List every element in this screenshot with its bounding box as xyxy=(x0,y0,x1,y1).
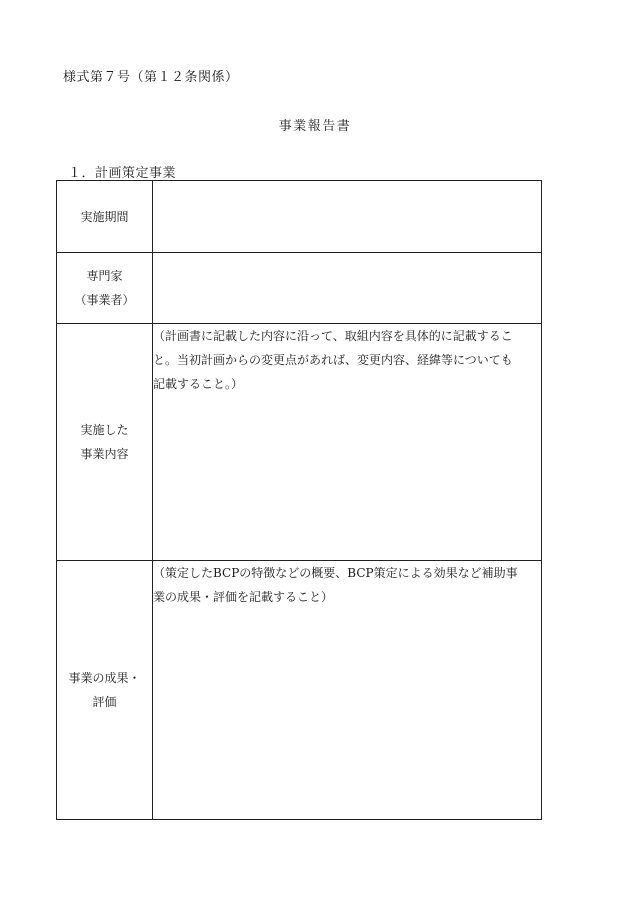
results-field[interactable] xyxy=(153,561,542,820)
expert-field[interactable] xyxy=(153,253,542,324)
label-content-line-2: 事業内容 xyxy=(80,447,129,461)
content-note-line-1: （計画書に記載した内容に沿って、取組内容を具体的に記載するこ xyxy=(153,329,513,343)
results-note-line-2: 業の成果・評価を記載すること） xyxy=(153,590,334,604)
table-row-period xyxy=(57,181,542,253)
content-note-line-3: 記載すること。） xyxy=(153,377,244,391)
label-results-line-2: 評価 xyxy=(92,695,117,709)
content-field[interactable] xyxy=(153,324,542,561)
table-row-content xyxy=(57,324,542,561)
label-results-line-1: 事業の成果・ xyxy=(68,671,141,685)
content-note-line-2: と。当初計画からの変更点があれば、変更内容、経緯等についても xyxy=(153,353,513,367)
table-row-results xyxy=(57,561,542,820)
report-table xyxy=(56,180,542,820)
label-content xyxy=(57,324,153,561)
period-field[interactable] xyxy=(153,181,542,253)
label-results xyxy=(57,561,153,820)
results-note-line-1: （策定したBCPの特徴などの概要、BCP策定による効果など補助事 xyxy=(153,566,518,580)
form-number: 様式第７号（第１２条関係） xyxy=(63,70,239,85)
label-expert-line-1: 専門家 xyxy=(86,269,123,283)
label-content-line-1: 実施した xyxy=(80,423,129,437)
document-title: 事業報告書 xyxy=(278,119,352,134)
table-row-expert xyxy=(57,253,542,324)
label-period-text: 実施期間 xyxy=(80,209,129,224)
label-expert xyxy=(57,253,153,324)
label-period xyxy=(57,181,153,253)
label-expert-line-2: （事業者） xyxy=(74,293,135,307)
section-heading: １．計画策定事業 xyxy=(68,166,177,181)
